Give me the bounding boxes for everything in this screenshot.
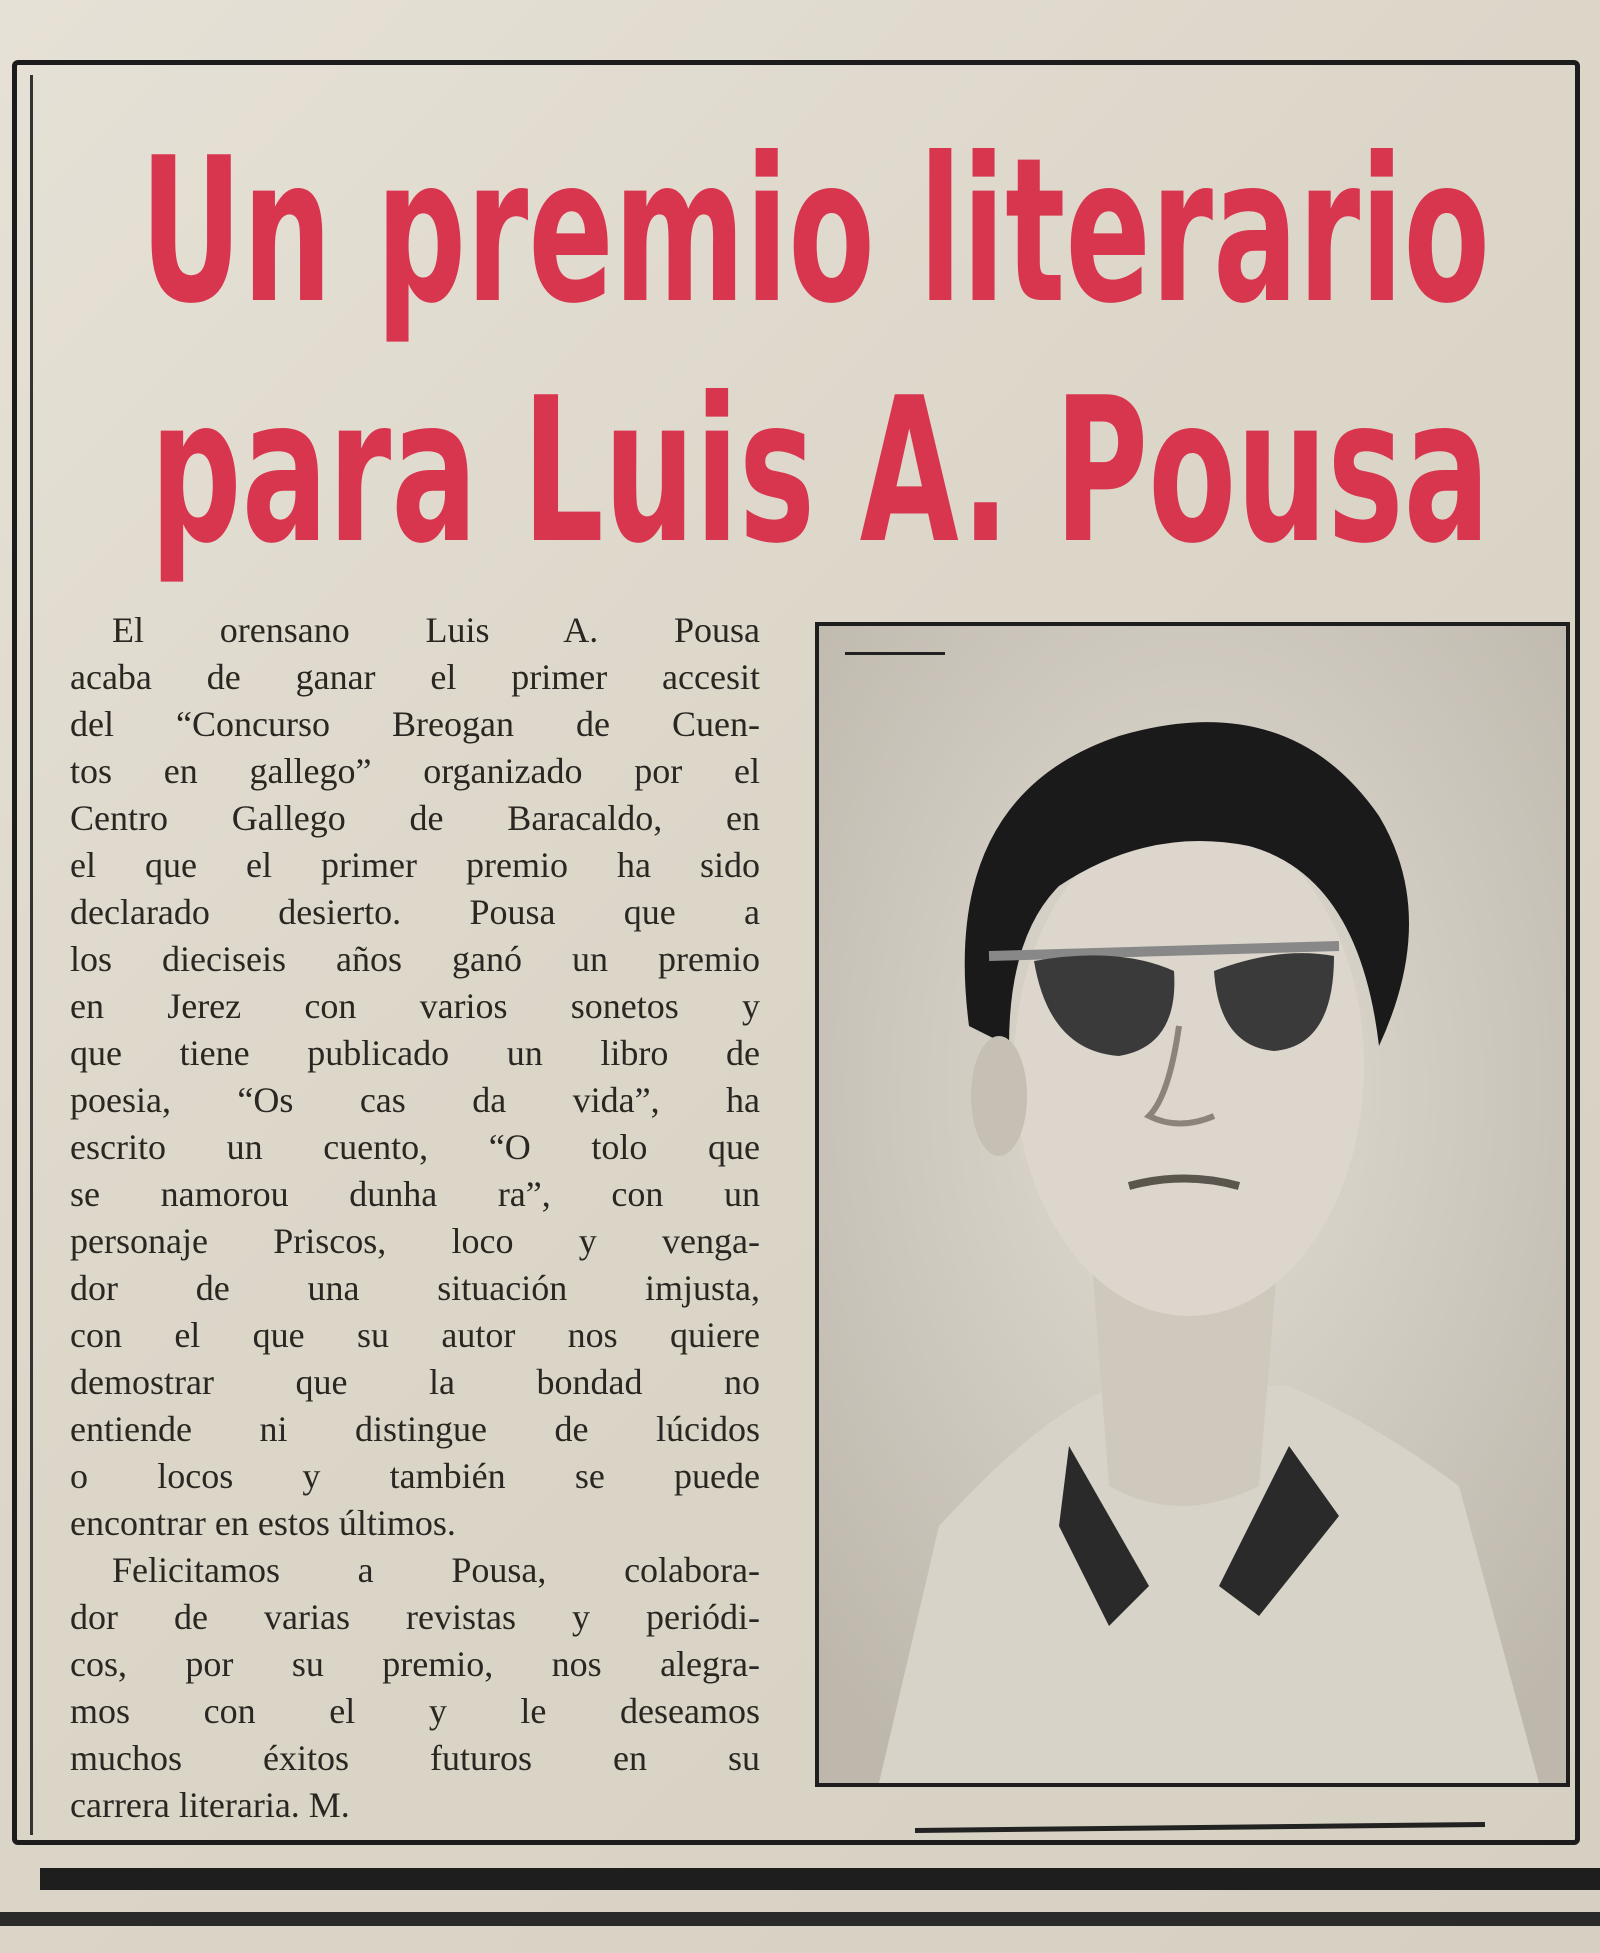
article-line: Felicitamos a Pousa, colabora- [112, 1550, 760, 1590]
portrait-photo-icon [819, 626, 1566, 1783]
bottom-rule-thin [0, 1912, 1600, 1926]
article-line: que tiene publicado un libro de [70, 1033, 760, 1073]
article-line: en Jerez con varios sonetos y [70, 986, 760, 1026]
article-line: escrito un cuento, “O tolo que [70, 1127, 760, 1167]
article-line: del “Concurso Breogan de Cuen- [70, 704, 760, 744]
article-line: dor de una situación imjusta, [70, 1268, 760, 1308]
article-line: El orensano Luis A. Pousa [112, 610, 760, 650]
headline-line-1: Un premio literario [140, 115, 1490, 348]
article-line: con el que su autor nos quiere [70, 1315, 760, 1355]
article-line: personaje Priscos, loco y venga- [70, 1221, 760, 1261]
photo-rule-top [845, 652, 945, 655]
article-line: carrera literaria. M. [70, 1785, 350, 1825]
article-line: tos en gallego” organizado por el [70, 751, 760, 791]
article-line: los dieciseis años ganó un premio [70, 939, 760, 979]
article-line: encontrar en estos últimos. [70, 1503, 456, 1543]
article-line: cos, por su premio, nos alegra- [70, 1644, 760, 1684]
article-body [70, 607, 760, 1829]
portrait-photo [815, 622, 1570, 1787]
article-line: se namorou dunha ra”, con un [70, 1174, 760, 1214]
article-line: demostrar que la bondad no [70, 1362, 760, 1402]
article-line: mos con el y le deseamos [70, 1691, 760, 1731]
headline-line-2: para Luis A. Pousa [150, 355, 1490, 588]
article-line: el que el primer premio ha sido [70, 845, 760, 885]
article-line: entiende ni distingue de lúcidos [70, 1409, 760, 1449]
article-line: muchos éxitos futuros en su [70, 1738, 760, 1778]
article-line: dor de varias revistas y periódi- [70, 1597, 760, 1637]
bottom-rule-thick [40, 1868, 1600, 1890]
article-line: acaba de ganar el primer accesit [70, 657, 760, 697]
article-line: declarado desierto. Pousa que a [70, 892, 760, 932]
border-inner-line [30, 75, 33, 1835]
article-line: poesia, “Os cas da vida”, ha [70, 1080, 760, 1120]
article-line: Centro Gallego de Baracaldo, en [70, 798, 760, 838]
article-line: o locos y también se puede [70, 1456, 760, 1496]
headline [130, 110, 1500, 610]
